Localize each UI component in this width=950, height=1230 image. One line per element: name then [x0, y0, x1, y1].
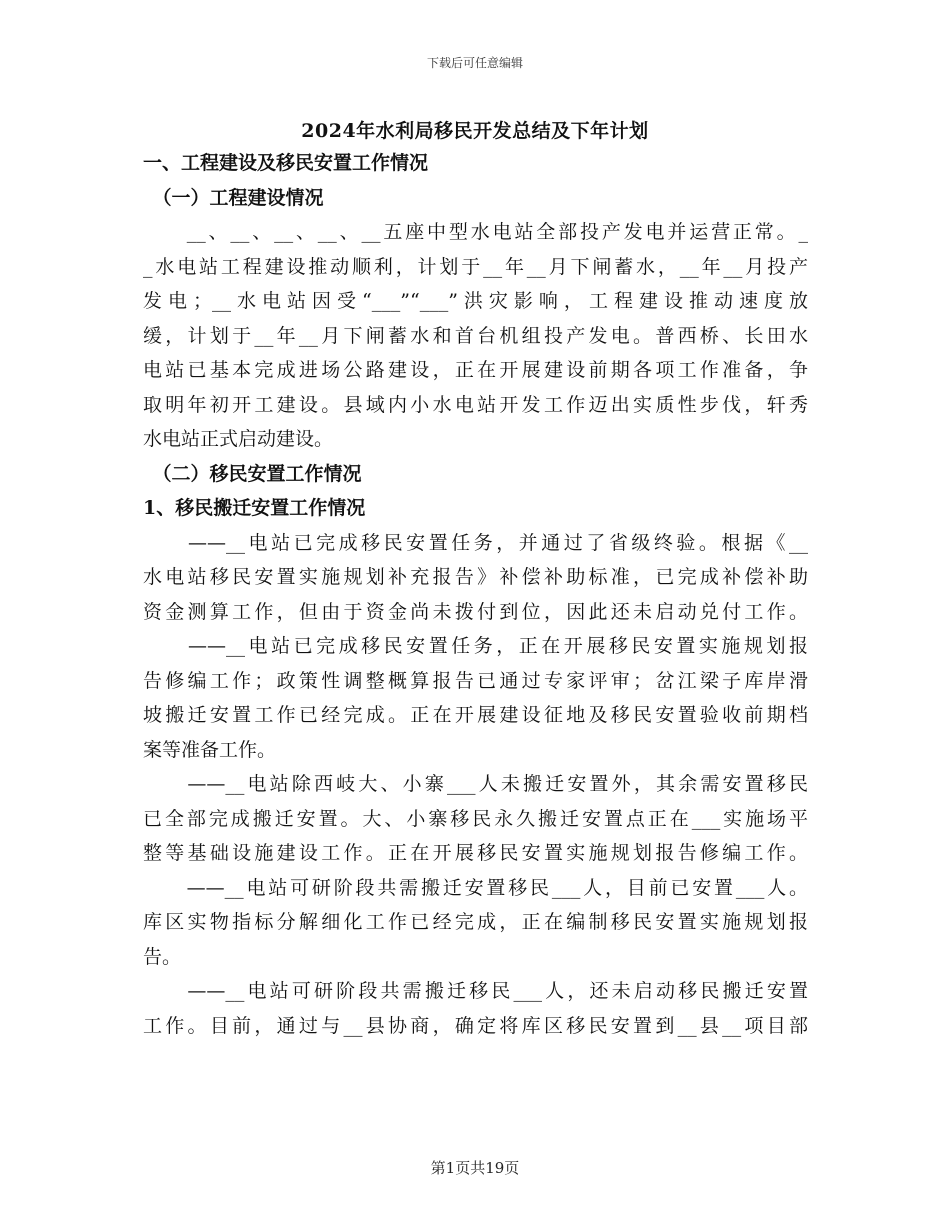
paragraph-line: __、__、__、__、__五座中型水电站全部投产发电并运营正常。_	[143, 221, 808, 243]
paragraph-line: 库区实物指标分解细化工作已经完成，正在编制移民安置实施规划报	[143, 911, 808, 933]
paragraph-line: ——__电站已完成移民安置任务，正在开展移民安置实施规划报	[143, 635, 808, 657]
subsection-heading-relocation: 1、移民搬迁安置工作情况	[143, 497, 366, 519]
paragraph-line: ——__电站除西岐大、小寨___人未搬迁安置外，其余需安置移民	[143, 773, 808, 795]
document-body	[143, 146, 808, 1043]
paragraph-line: 资金测算工作，但由于资金尚未拨付到位，因此还未启动兑付工作。	[143, 600, 808, 623]
paragraph-line: ——__电站可研阶段共需搬迁安置移民___人，目前已安置___人。	[143, 876, 808, 899]
paragraph-line: 取明年初开工建设。县域内小水电站开发工作迈出实质性步伐，轩秀	[143, 393, 808, 416]
paragraph-line: 案等准备工作。	[143, 738, 277, 761]
paragraph-line: 缓，计划于__年__月下闸蓄水和首台机组投产发电。普西桥、长田水	[143, 324, 808, 347]
paragraph-line: ——__电站已完成移民安置任务，并通过了省级终验。根据《__	[143, 531, 808, 554]
paragraph-line: 水电站正式启动建设。	[143, 428, 334, 450]
paragraph-line: ——__电站可研阶段共需搬迁移民___人，还未启动移民搬迁安置	[143, 980, 808, 1002]
subsection-heading-engineering: （一）工程建设情况	[143, 186, 324, 209]
page-number-indicator: 第1页共19页	[430, 1159, 520, 1177]
page-header-note: 下载后可任意编辑	[426, 56, 523, 70]
paragraph-line: 水电站移民安置实施规划补充报告》补偿补助标准，已完成补偿补助	[143, 566, 808, 588]
paragraph-line: 发电；__水电站因受“___”“___”洪灾影响，工程建设推动速度放	[143, 290, 808, 312]
paragraph-line: _水电站工程建设推动顺利，计划于__年__月下闸蓄水，__年__月投产	[143, 255, 808, 278]
document-title: 2024年水利局移民开发总结及下年计划	[301, 120, 649, 142]
paragraph-line: 告。	[143, 945, 182, 968]
paragraph-line: 已全部完成搬迁安置。大、小寨移民永久搬迁安置点正在___实施场平	[143, 807, 808, 830]
paragraph-line: 工作。目前，通过与__县协商，确定将库区移民安置到__县__项目部	[143, 1014, 808, 1037]
subsection-heading-resettlement: （二）移民安置工作情况	[143, 462, 362, 485]
paragraph-line: 坡搬迁安置工作已经完成。正在开展建设征地及移民安置验收前期档	[143, 704, 808, 726]
paragraph-line: 电站已基本完成进场公路建设，正在开展建设前期各项工作准备，争	[143, 359, 808, 381]
paragraph-line: 整等基础设施建设工作。正在开展移民安置实施规划报告修编工作。	[143, 842, 808, 864]
paragraph-line: 告修编工作；政策性调整概算报告已通过专家评审；岔江梁子库岸滑	[143, 669, 808, 692]
section-heading-1: 一、工程建设及移民安置工作情况	[143, 152, 429, 174]
